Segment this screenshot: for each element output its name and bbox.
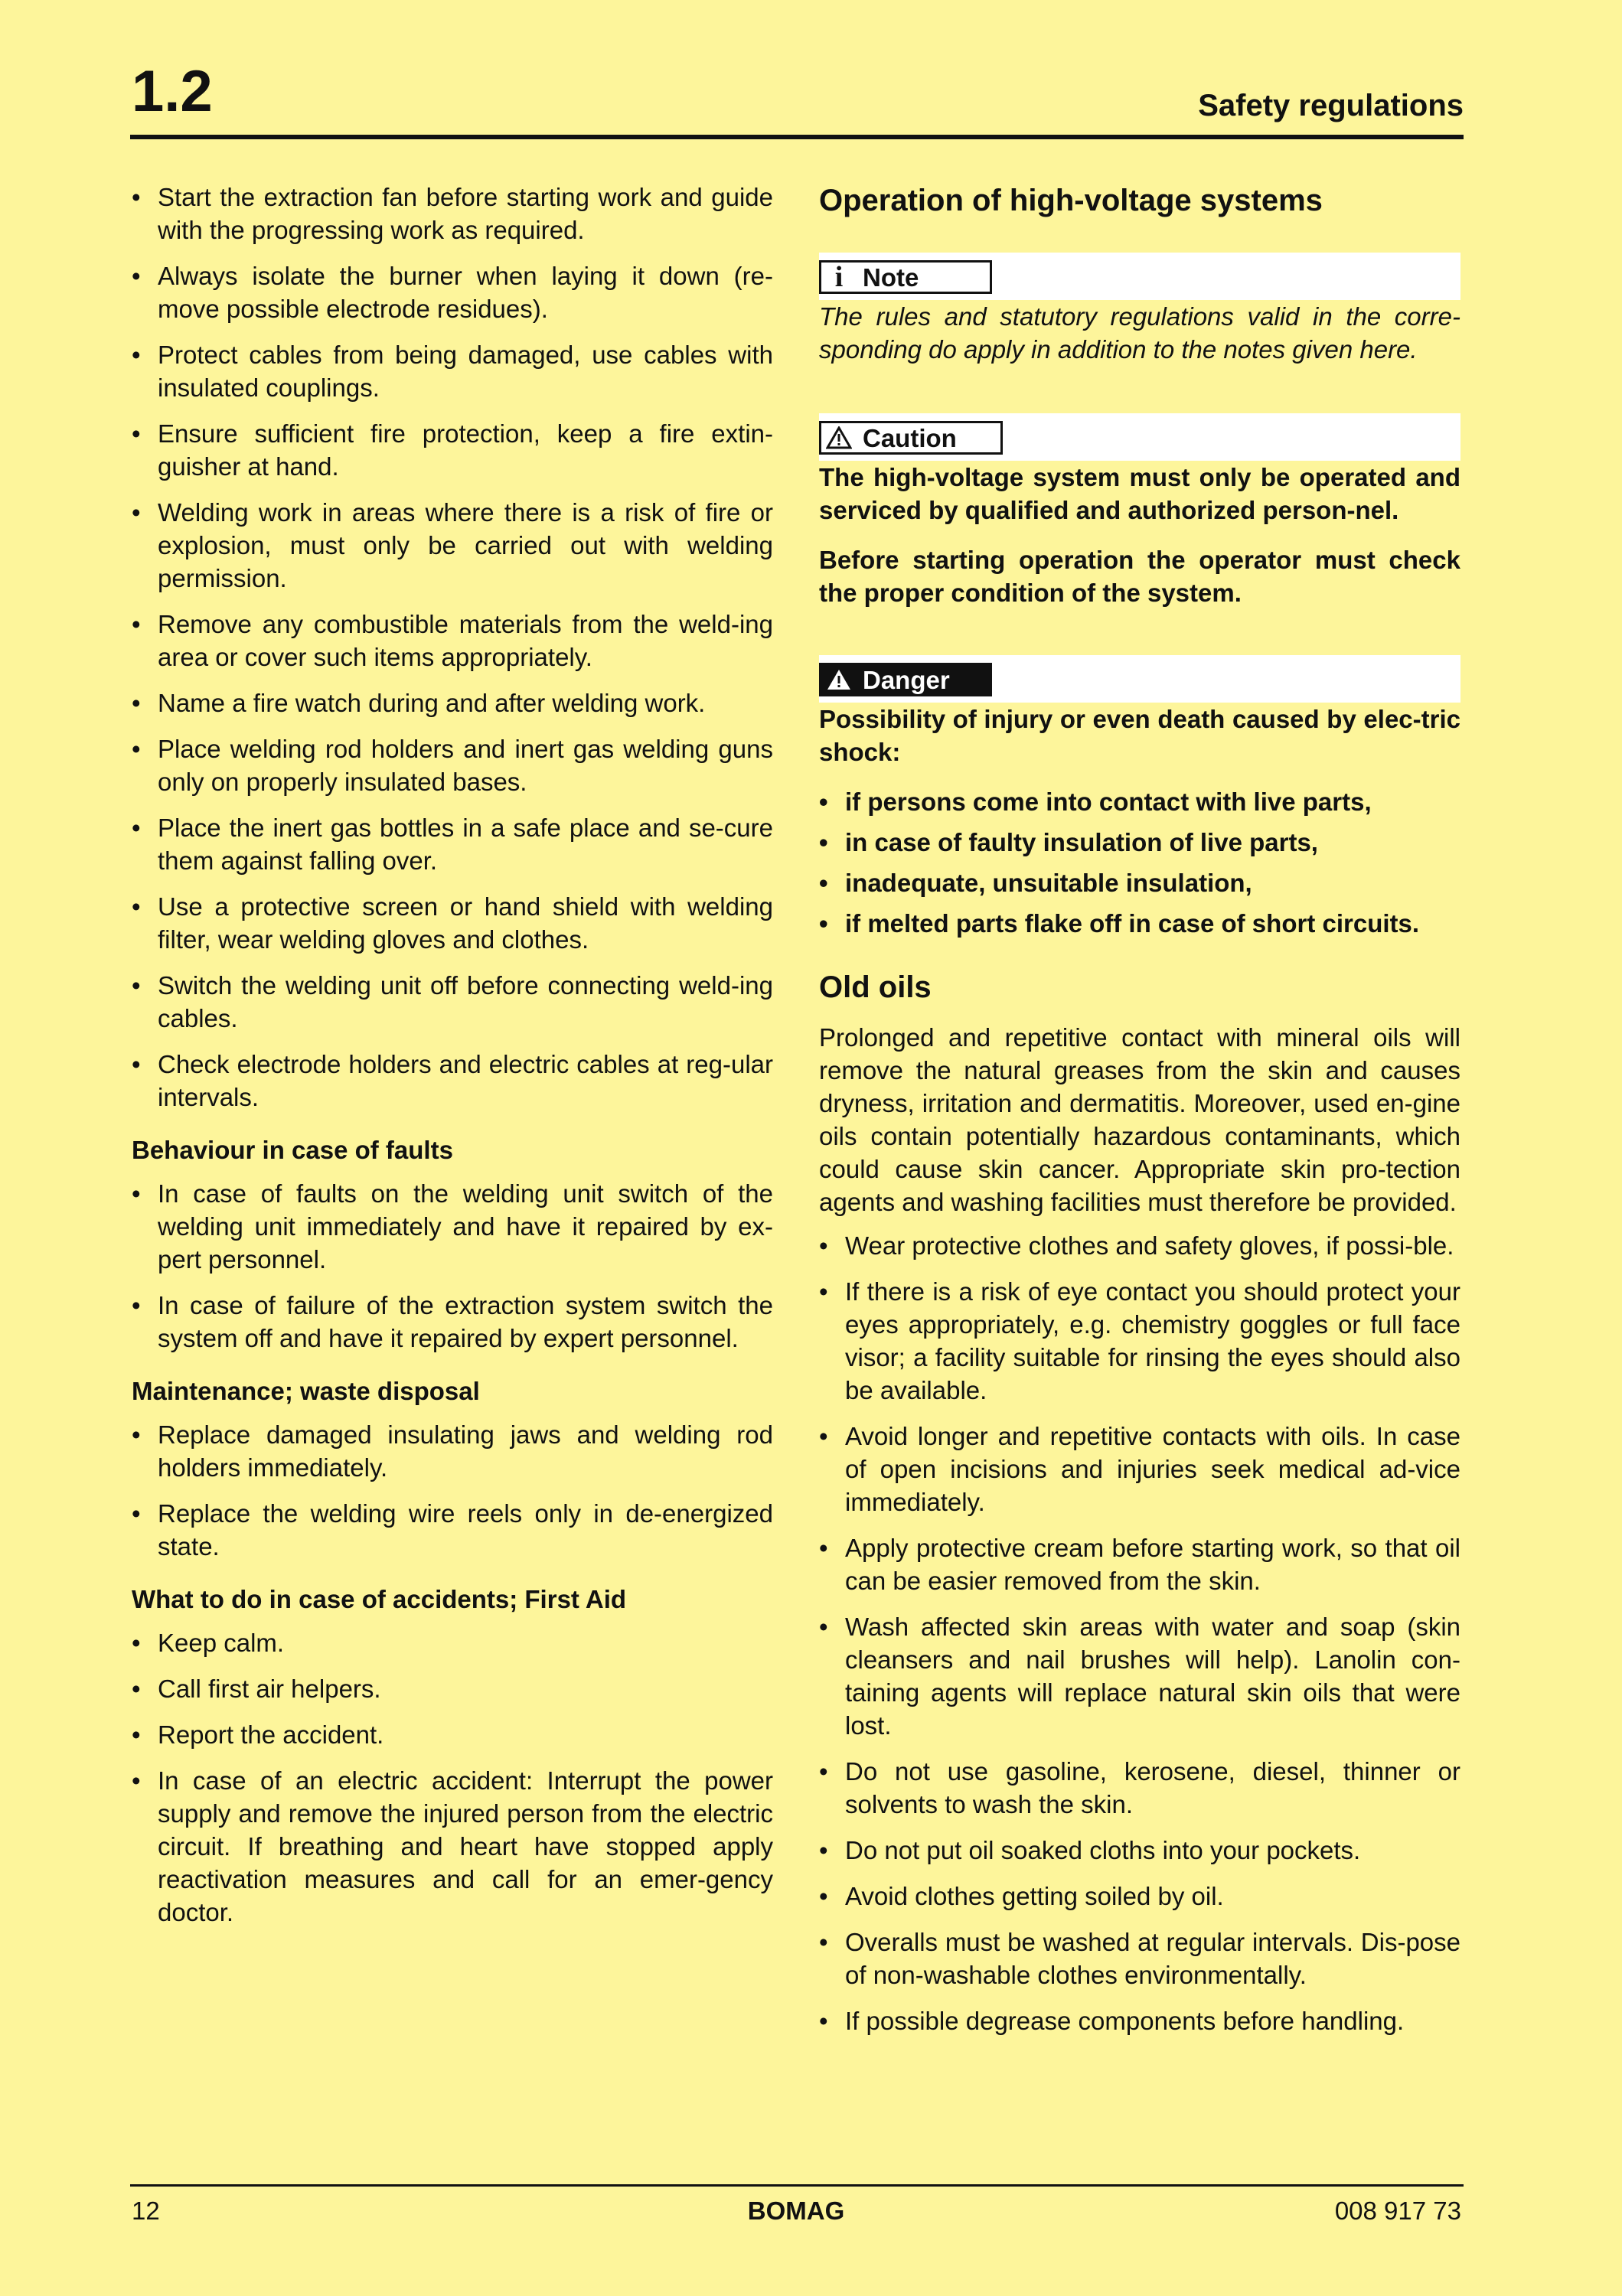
list-item: • Place welding rod holders and inert gas welding guns only on properly insulated bases.	[132, 732, 773, 798]
danger-label: Danger	[863, 665, 950, 694]
list-item: • Always isolate the burner when laying it down (re-move possible electrode residues).	[132, 259, 773, 325]
left-column	[132, 181, 773, 1942]
list-item: • Ensure sufficient fire protection, keep a fire extin-guisher at hand.	[132, 417, 773, 483]
warning-triangle-icon	[826, 668, 852, 691]
list-item: • Apply protective cream before starting work, so that oil can be easier removed from the skin.	[819, 1531, 1460, 1597]
note-band	[819, 253, 1460, 300]
accidents-list	[132, 1626, 773, 1929]
list-item: • Remove any combustible materials from the weld-ing area or cover such items appropriately.	[132, 608, 773, 673]
list-item: • Name a fire watch during and after welding work.	[132, 687, 773, 719]
note-label-box	[819, 260, 992, 294]
list-item: • Replace damaged insulating jaws and welding rod holders immediately.	[132, 1418, 773, 1484]
list-item: • Wear protective clothes and safety gloves, if possi-ble.	[819, 1229, 1460, 1262]
caution-label: Caution	[863, 423, 957, 452]
old-oils-title: Old oils	[819, 970, 932, 1004]
faults-list	[132, 1177, 773, 1355]
maintenance-list	[132, 1418, 773, 1563]
page-number: 12	[132, 2197, 160, 2225]
footer-brand: BOMAG	[747, 2197, 845, 2225]
list-item: • Check electrode holders and electric cables at reg-ular intervals.	[132, 1048, 773, 1114]
right-column	[819, 181, 1460, 2050]
warning-triangle-icon	[826, 426, 852, 449]
list-item: • Do not use gasoline, kerosene, diesel, thinner or solvents to wash the skin.	[819, 1755, 1460, 1821]
danger-intro: Possibility of injury or even death caused by elec-tric shock:	[819, 705, 1460, 766]
danger-list	[819, 785, 1460, 940]
old-oils-paragraph: Prolonged and repetitive contact with mineral oils will remove the natural greases from the skin and causes dryness, irritation and dermatitis. Moreover, used en-gine oils contain potentially hazardous contaminants, which could cause skin cancer. Appropriate skin pro-tection agents and washing facilities must therefore be provided.	[819, 1023, 1460, 1216]
list-item: • if melted parts flake off in case of short circuits.	[819, 907, 1460, 940]
list-item: • Avoid clothes getting soiled by oil.	[819, 1880, 1460, 1913]
list-item: • Report the accident.	[132, 1718, 773, 1751]
list-item: • Do not put oil soaked cloths into your pockets.	[819, 1834, 1460, 1867]
list-item: • If possible degrease components before handling.	[819, 2004, 1460, 2037]
list-item: • In case of faults on the welding unit switch of the welding unit immediately and have it repaired by ex-pert personnel.	[132, 1177, 773, 1276]
list-item: • Start the extraction fan before starting work and guide with the progressing work as required.	[132, 181, 773, 246]
list-item: • Place the inert gas bottles in a safe place and se-cure them against falling over.	[132, 811, 773, 877]
hv-section-title: Operation of high-voltage systems	[819, 184, 1323, 217]
list-item: • inadequate, unsuitable insulation,	[819, 866, 1460, 899]
caution-text-1: The high-voltage system must only be operated and serviced by qualified and authorized person-nel.	[819, 463, 1460, 524]
old-oils-list	[819, 1229, 1460, 2037]
footer-rule	[130, 2184, 1464, 2187]
page-header	[130, 61, 1464, 139]
list-item: • Overalls must be washed at regular intervals. Dis-pose of non-washable clothes environmentally.	[819, 1926, 1460, 1991]
list-item: • if persons come into contact with live parts,	[819, 785, 1460, 818]
list-item: • Use a protective screen or hand shield with welding filter, wear welding gloves and clothes.	[132, 890, 773, 956]
list-item: • in case of faulty insulation of live parts,	[819, 826, 1460, 859]
list-item: • Avoid longer and repetitive contacts with oils. In case of open incisions and injuries seek medical ad-vice immediately.	[819, 1420, 1460, 1518]
caution-band	[819, 413, 1460, 461]
list-item: • Replace the welding wire reels only in de-energized state.	[132, 1497, 773, 1563]
section-number: 1.2	[132, 59, 213, 124]
document-number: 008 917 73	[1334, 2197, 1461, 2225]
faults-heading: Behaviour in case of faults	[132, 1136, 453, 1164]
list-item: • In case of failure of the extraction system switch the system off and have it repaired by expert personnel.	[132, 1289, 773, 1355]
danger-label-box	[819, 663, 992, 696]
caution-label-box	[819, 421, 1003, 455]
caution-text-2: Before starting operation the operator must check the proper condition of the system.	[819, 546, 1460, 607]
list-item: • Wash affected skin areas with water and soap (skin cleansers and nail brushes will help). Lanolin con-taining agents will replace natural skin oils that were lost.	[819, 1610, 1460, 1742]
welding-safety-list	[132, 181, 773, 1114]
info-icon: i	[834, 260, 844, 293]
maintenance-heading: Maintenance; waste disposal	[132, 1377, 480, 1405]
header-title: Safety regulations	[1198, 89, 1464, 122]
note-text: The rules and statutory regulations valid in the corre-sponding do apply in addition to the notes given here.	[819, 302, 1460, 364]
list-item: • Switch the welding unit off before connecting weld-ing cables.	[132, 969, 773, 1035]
list-item: • Welding work in areas where there is a risk of fire or explosion, must only be carried out with welding permission.	[132, 496, 773, 595]
note-label: Note	[863, 263, 919, 292]
list-item: • Call first air helpers.	[132, 1672, 773, 1705]
list-item: • In case of an electric accident: Interrupt the power supply and remove the injured person from the electric circuit. If breathing and heart have stopped apply reactivation measures and call for an emer-gency doctor.	[132, 1764, 773, 1929]
danger-band	[819, 655, 1460, 703]
accidents-heading: What to do in case of accidents; First Aid	[132, 1585, 627, 1613]
list-item: • If there is a risk of eye contact you should protect your eyes appropriately, e.g. chemistry goggles or full face visor; a facility suitable for rinsing the eyes should also be available.	[819, 1275, 1460, 1407]
list-item: • Protect cables from being damaged, use cables with insulated couplings.	[132, 338, 773, 404]
list-item: • Keep calm.	[132, 1626, 773, 1659]
